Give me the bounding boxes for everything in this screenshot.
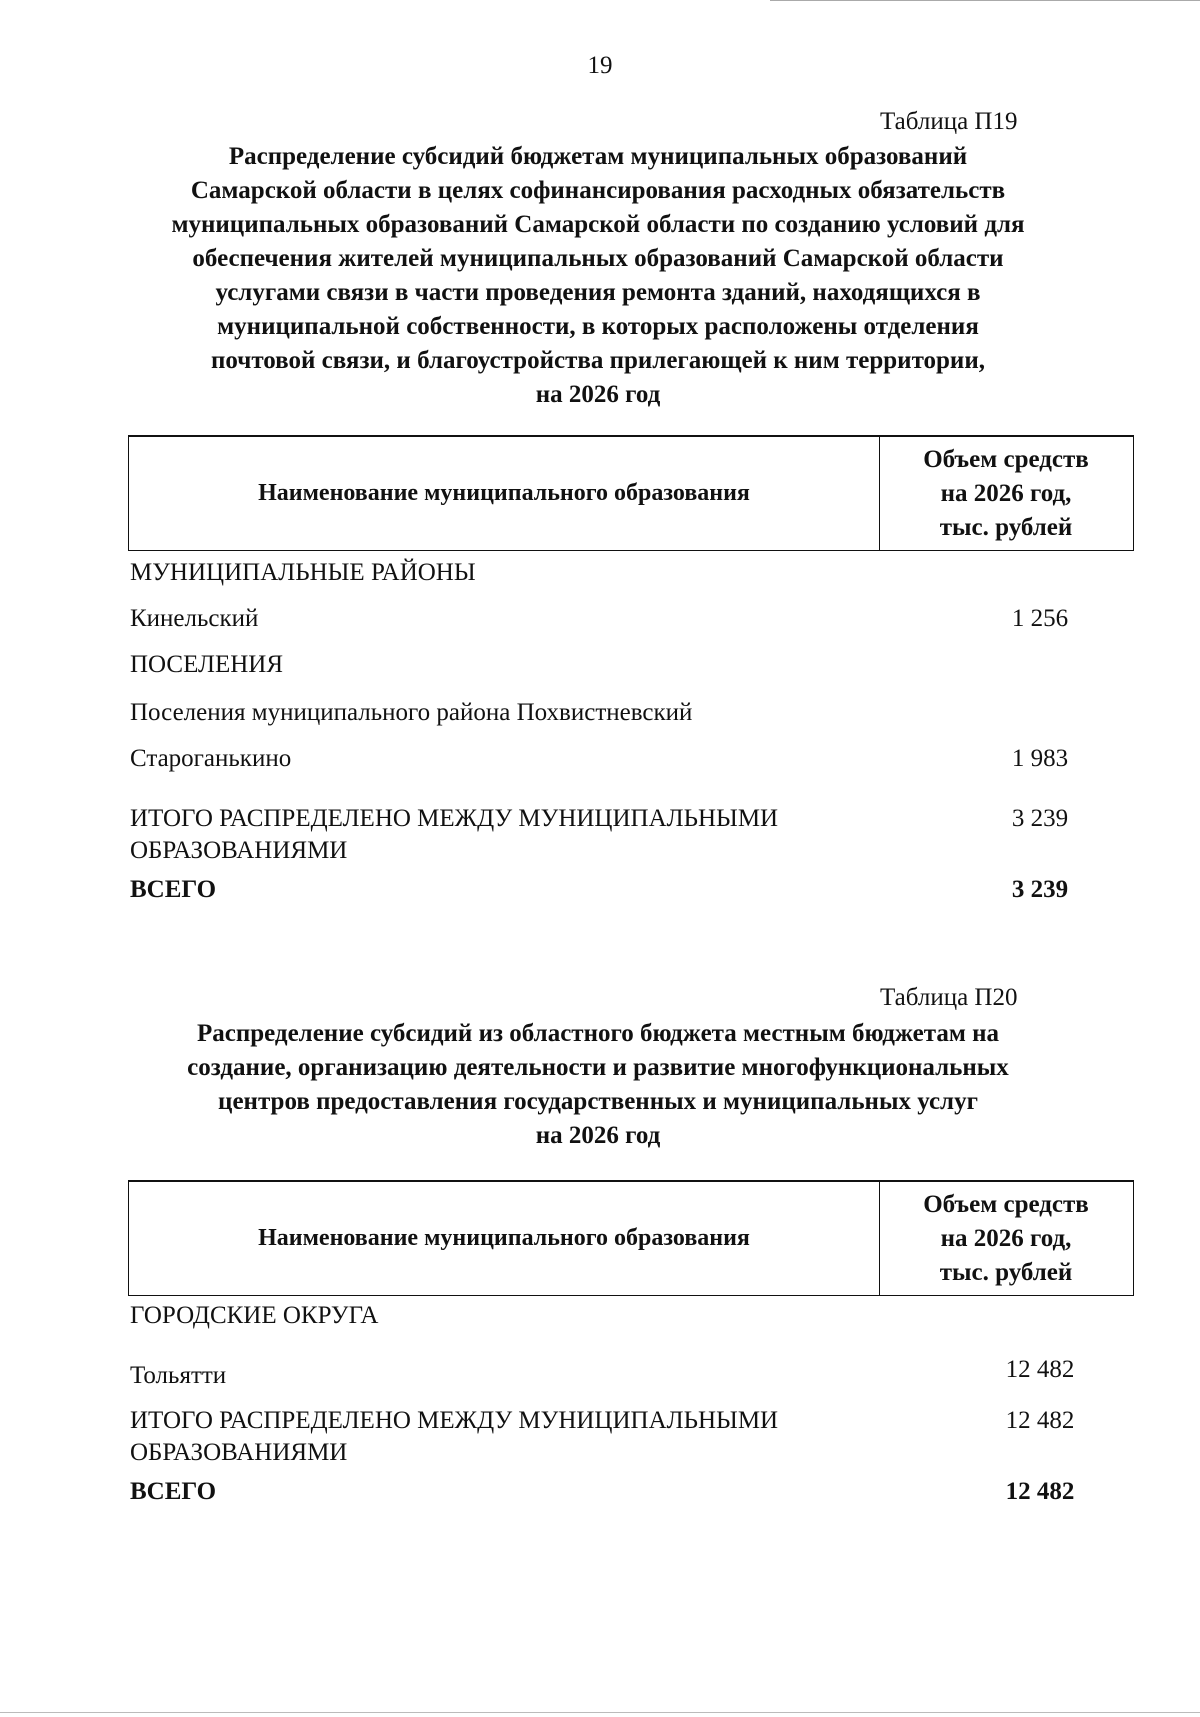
column-header-volume bbox=[879, 1182, 1133, 1295]
column-header-name: Наименование муниципального образования bbox=[129, 437, 880, 550]
row-name: ВСЕГО bbox=[130, 876, 217, 903]
header-line: на 2026 год, bbox=[940, 1224, 1072, 1252]
row-value: 12 482 bbox=[1005, 1356, 1075, 1383]
table-title bbox=[128, 140, 1068, 412]
title-line: муниципальных образований Самарской области по созданию условий для bbox=[171, 211, 1025, 238]
row-name bbox=[130, 803, 930, 867]
title-line: муниципальной собственности, в которых расположены отделения bbox=[217, 313, 979, 340]
row-value: 3 239 bbox=[1011, 876, 1069, 903]
scan-edge-line bbox=[770, 0, 1200, 1]
title-line: почтовой связи, и благоустройства прилегающей к ним территории, bbox=[211, 347, 985, 374]
row-name-line: ИТОГО РАСПРЕДЕЛЕНО МЕЖДУ МУНИЦИПАЛЬНЫМИ bbox=[130, 1407, 779, 1434]
table-title bbox=[128, 1017, 1068, 1153]
header-line: на 2026 год, bbox=[940, 479, 1072, 507]
title-line: на 2026 год bbox=[535, 1122, 661, 1149]
title-line: услугами связи в части проведения ремонта зданий, находящихся в bbox=[215, 279, 981, 306]
table-header bbox=[128, 1180, 1134, 1296]
header-line: Объем средств bbox=[923, 1190, 1089, 1218]
column-header-name: Наименование муниципального образования bbox=[129, 1182, 880, 1295]
title-line: обеспечения жителей муниципальных образований Самарской области bbox=[192, 245, 1004, 272]
row-name-line: ИТОГО РАСПРЕДЕЛЕНО МЕЖДУ МУНИЦИПАЛЬНЫМИ bbox=[130, 805, 779, 832]
title-line: создание, организацию деятельности и развитие многофункциональных bbox=[187, 1054, 1009, 1081]
row-value: 1 983 bbox=[1011, 745, 1069, 772]
table-header bbox=[128, 435, 1134, 551]
row-value: 3 239 bbox=[1011, 805, 1069, 832]
row-value: 1 256 bbox=[1011, 605, 1069, 632]
page-number: 19 bbox=[587, 52, 613, 79]
scan-edge-line bbox=[0, 1712, 1200, 1713]
row-name-line: ОБРАЗОВАНИЯМИ bbox=[130, 837, 348, 864]
title-line: Распределение субсидий из областного бюджета местным бюджетам на bbox=[196, 1020, 999, 1047]
table-label: Таблица П20 bbox=[880, 984, 1018, 1011]
table-label: Таблица П19 bbox=[880, 108, 1018, 135]
row-name: Тольятти bbox=[130, 1362, 227, 1389]
row-name bbox=[130, 1405, 930, 1469]
row-value: 12 482 bbox=[1005, 1407, 1075, 1434]
title-line: Распределение субсидий бюджетам муниципальных образований bbox=[228, 143, 968, 170]
row-name-line: ОБРАЗОВАНИЯМИ bbox=[130, 1439, 348, 1466]
row-name: ВСЕГО bbox=[130, 1478, 217, 1505]
column-header-volume bbox=[879, 437, 1133, 550]
row-name: Староганькино bbox=[130, 745, 292, 772]
row-name: МУНИЦИПАЛЬНЫЕ РАЙОНЫ bbox=[130, 559, 476, 586]
row-name: ПОСЕЛЕНИЯ bbox=[130, 651, 284, 678]
header-line: тыс. рублей bbox=[939, 513, 1073, 541]
row-value: 12 482 bbox=[1005, 1478, 1075, 1505]
title-line: на 2026 год bbox=[535, 381, 661, 408]
title-line: Самарской области в целях софинансирования расходных обязательств bbox=[190, 177, 1006, 204]
title-line: центров предоставления государственных и муниципальных услуг bbox=[218, 1088, 978, 1115]
row-name: Кинельский bbox=[130, 605, 259, 632]
header-line: тыс. рублей bbox=[939, 1258, 1073, 1286]
header-line: Объем средств bbox=[923, 445, 1089, 473]
row-name: Поселения муниципального района Похвистневский bbox=[130, 699, 693, 726]
row-name: ГОРОДСКИЕ ОКРУГА bbox=[130, 1302, 379, 1329]
